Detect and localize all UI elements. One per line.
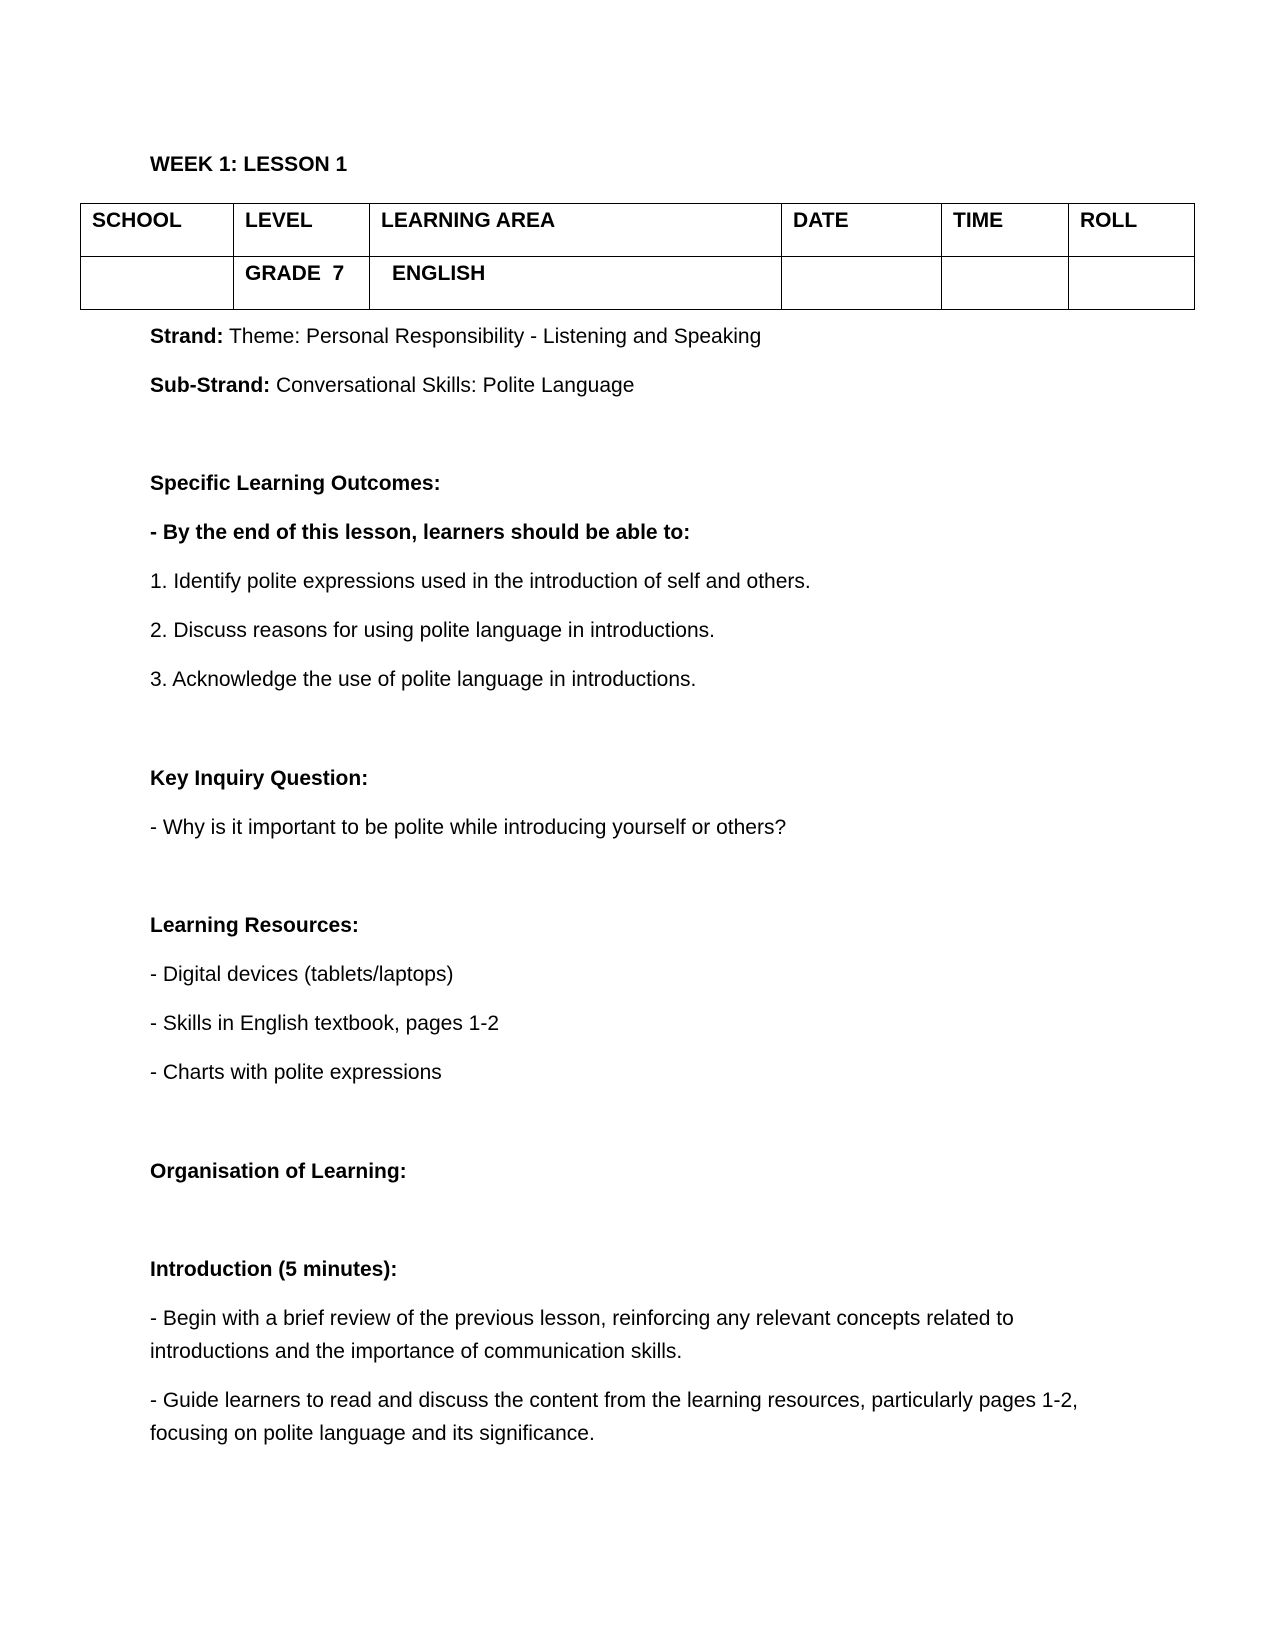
outcome-item: 3. Acknowledge the use of polite language in introductions. bbox=[150, 668, 697, 691]
header-roll: ROLL bbox=[1069, 204, 1195, 257]
introduction-heading: Introduction (5 minutes): bbox=[150, 1258, 398, 1281]
value-roll bbox=[1069, 257, 1195, 310]
resources-heading: Learning Resources: bbox=[150, 914, 359, 937]
value-school bbox=[81, 257, 234, 310]
sub-strand-label: Sub-Strand: bbox=[150, 374, 271, 397]
value-level: GRADE 7 bbox=[234, 257, 370, 310]
introduction-paragraph: - Begin with a brief review of the previous lesson, reinforcing any relevant concepts related to introductions and the importance of communication skills. bbox=[150, 1307, 1014, 1363]
resource-item: - Charts with polite expressions bbox=[150, 1061, 442, 1084]
introduction-paragraph: - Guide learners to read and discuss the content from the learning resources, particularly pages 1-2, focusing on polite language and its significance. bbox=[150, 1389, 1078, 1445]
header-time: TIME bbox=[942, 204, 1069, 257]
sub-strand-value: Conversational Skills: Polite Language bbox=[270, 374, 635, 397]
header-school: SCHOOL bbox=[81, 204, 234, 257]
strand-value: Theme: Personal Responsibility - Listening and Speaking bbox=[223, 325, 762, 348]
outcome-item: 1. Identify polite expressions used in the introduction of self and others. bbox=[150, 570, 811, 593]
lesson-info-table bbox=[80, 203, 1195, 310]
sub-strand-line bbox=[150, 369, 1135, 402]
table-header-row bbox=[81, 204, 1195, 257]
value-time bbox=[942, 257, 1069, 310]
strand-label: Strand: bbox=[150, 325, 224, 348]
value-date bbox=[782, 257, 942, 310]
header-learning-area: LEARNING AREA bbox=[370, 204, 782, 257]
week-lesson-title: WEEK 1: LESSON 1 bbox=[150, 153, 348, 176]
organisation-heading: Organisation of Learning: bbox=[150, 1160, 407, 1183]
outcomes-heading: Specific Learning Outcomes: bbox=[150, 472, 441, 495]
resource-item: - Skills in English textbook, pages 1-2 bbox=[150, 1012, 500, 1035]
inquiry-heading: Key Inquiry Question: bbox=[150, 767, 369, 790]
strand-line bbox=[150, 320, 1135, 353]
outcomes-intro: - By the end of this lesson, learners should be able to: bbox=[150, 521, 691, 544]
inquiry-question: - Why is it important to be polite while introducing yourself or others? bbox=[150, 816, 787, 839]
outcome-item: 2. Discuss reasons for using polite language in introductions. bbox=[150, 619, 715, 642]
value-learning-area: ENGLISH bbox=[370, 257, 782, 310]
table-value-row bbox=[81, 257, 1195, 310]
header-date: DATE bbox=[782, 204, 942, 257]
resource-item: - Digital devices (tablets/laptops) bbox=[150, 963, 454, 986]
header-level: LEVEL bbox=[234, 204, 370, 257]
